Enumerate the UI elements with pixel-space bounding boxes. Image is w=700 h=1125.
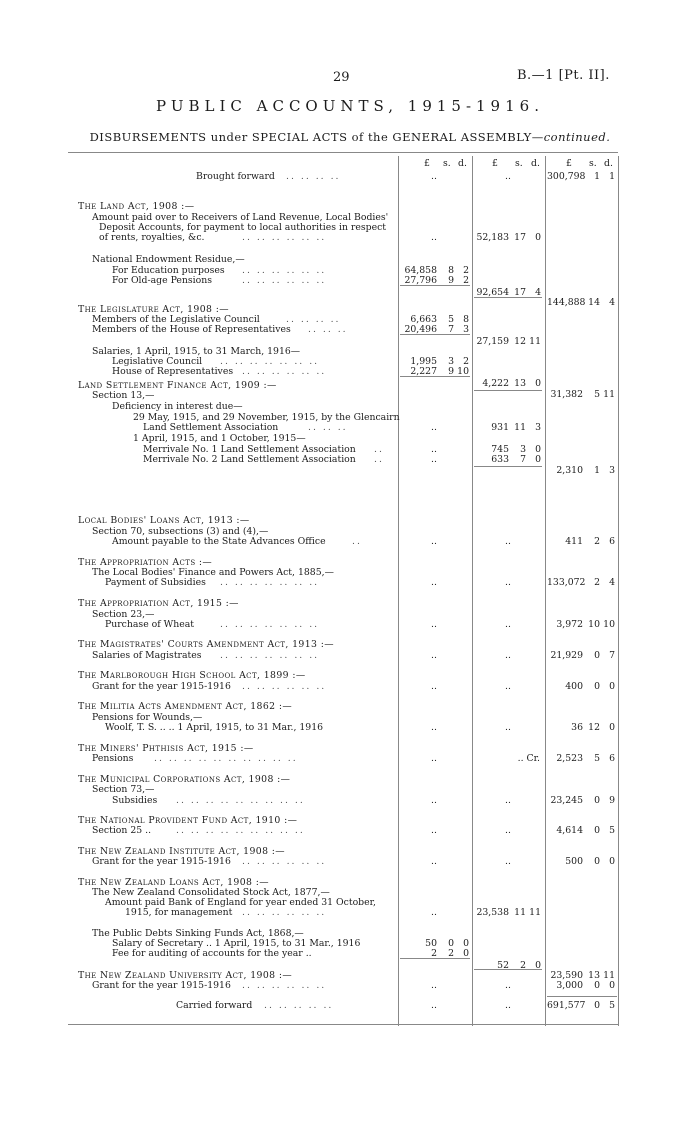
row-description: 1 April, 1915, and 1 October, 1915— [133, 433, 306, 444]
table-row [0, 907, 700, 918]
act-heading: The Marlborough High School Act, 1899 :— [78, 670, 306, 681]
column-3-shillings: 1 [594, 171, 600, 182]
column-1-leader: .. [431, 577, 437, 588]
column-1-pence: 8 [463, 314, 469, 325]
leader-dots: .. .. .. .. .. .. [242, 856, 327, 867]
act-heading: The New Zealand Loans Act, 1908 :— [78, 877, 269, 888]
column-3-pounds: 31,382 [550, 389, 583, 400]
subtitle-main: DISBURSEMENTS under SPECIAL ACTS of the GENERAL ASSEMBLY— [89, 130, 544, 144]
table-row [0, 753, 700, 764]
leader-dots: .. .. .. [308, 422, 348, 433]
table-row [0, 433, 700, 444]
row-description: Grant for the year 1915-1916 [92, 681, 231, 692]
column-2-pounds: 931 [491, 422, 509, 433]
column-3-pounds: 411 [565, 536, 583, 547]
act-heading: The Land Act, 1908 :— [78, 201, 195, 212]
column-2-pence: 0 [535, 232, 541, 243]
column-1-pounds: 64,858 [404, 265, 437, 276]
column-2-pounds: 27,159 [476, 336, 509, 347]
column-2-shillings: 11 [514, 422, 526, 433]
column-1-leader: .. [431, 650, 437, 661]
table-row [0, 390, 700, 401]
column-3-pounds: 144,888 [547, 297, 586, 308]
row-description: Legislative Council [112, 356, 203, 367]
table-row [0, 619, 700, 630]
row-description: Deficiency in interest due— [112, 401, 243, 412]
act-heading: The Municipal Corporations Act, 1908 :— [78, 774, 291, 785]
row-description: Merrivale No. 2 Land Settlement Association [143, 454, 356, 465]
row-description: Grant for the year 1915-1916 [92, 980, 231, 991]
column-3-pounds: 3,000 [556, 980, 583, 991]
row-description: The Local Bodies' Finance and Powers Act, 1885,— [92, 567, 334, 578]
column-1-leader: .. [431, 753, 437, 764]
leader-dots: .. .. .. [308, 324, 348, 335]
column-1-pounds: 1,995 [410, 356, 437, 367]
page-subtitle [0, 130, 700, 144]
table-row [0, 795, 700, 806]
column-3-shillings: 0 [594, 650, 600, 661]
column-1-shillings: 7 [448, 324, 454, 335]
row-description: Carried forward [176, 1000, 253, 1011]
table-row [0, 722, 700, 733]
leader-dots: .. .. .. .. .. .. .. [220, 619, 320, 630]
column-2-pence: 4 [535, 287, 541, 298]
column-1-pounds: 50 [425, 938, 437, 949]
row-description: Deposit Accounts, for payment to local authorities in respect [99, 222, 387, 233]
column-1-pence: 2 [463, 265, 469, 276]
row-description: Members of the Legislative Council [92, 314, 260, 325]
column-3-pounds: 300,798 [547, 171, 586, 182]
row-description: Amount payable to the State Advances Office [112, 536, 326, 547]
column-3-pence: 3 [609, 465, 615, 476]
table-row [0, 948, 700, 959]
row-description: Amount paid over to Receivers of Land Revenue, Local Bodies' [92, 212, 389, 223]
column-2-pence: 0 [535, 378, 541, 389]
table-row [0, 454, 700, 465]
column-3-pounds: 23,245 [550, 795, 583, 806]
column-3-pounds: 23,590 [550, 970, 583, 981]
table-row [0, 201, 700, 212]
column-1-shillings: 9 [448, 275, 454, 286]
table-row [0, 536, 700, 547]
leader-dots: .. .. .. .. .. .. .. [220, 356, 320, 367]
row-description: of rents, royalties, &c. [99, 232, 205, 243]
column-3-pence: 11 [603, 389, 615, 400]
column-1-pounds: 20,496 [404, 324, 437, 335]
column-2-leader: .. [505, 1000, 511, 1011]
act-heading: The Appropriation Acts :— [78, 557, 213, 568]
column-3-pounds: 2,523 [556, 753, 583, 764]
column-1-leader: .. [431, 980, 437, 991]
col1-pound-header: £ [424, 158, 430, 169]
table-row [0, 366, 700, 377]
column-2-pence: 0 [535, 444, 541, 455]
column-1-pounds: 27,796 [404, 275, 437, 286]
table-row [0, 825, 700, 836]
leader-dots: .. .. .. .. .. .. [242, 681, 327, 692]
column-2-shillings: 13 [514, 378, 526, 389]
column-3-pounds: 500 [565, 856, 583, 867]
table-row [0, 515, 700, 526]
column-1-pence: 0 [463, 938, 469, 949]
column-1-leader: .. [431, 856, 437, 867]
table-row [0, 171, 700, 182]
column-3-pence: 5 [609, 825, 615, 836]
table-bottom-rule [68, 1024, 618, 1025]
row-description: The Public Debts Sinking Funds Act, 1868,— [92, 928, 304, 939]
table-row [0, 598, 700, 609]
row-description: Pensions for Wounds,— [92, 712, 203, 723]
column-3-shillings: 13 [588, 970, 600, 981]
column-3-shillings: 5 [594, 753, 600, 764]
column-3-pence: 0 [609, 722, 615, 733]
leader-dots: .. .. .. .. .. .. .. .. .. .. [154, 753, 298, 764]
column-3-shillings: 0 [594, 681, 600, 692]
row-description: Subsidies [112, 795, 158, 806]
column-3-pounds: 691,577 [547, 1000, 586, 1011]
col3-s-header: s. [589, 158, 597, 169]
column-2-pounds: 92,654 [476, 287, 509, 298]
column-2-leader: .. [505, 619, 511, 630]
column-2-leader: .. [505, 681, 511, 692]
column-1-leader: .. [431, 232, 437, 243]
subtitle-continued: continued. [543, 130, 611, 144]
row-description: National Endowment Residue,— [92, 254, 245, 265]
column-1-pounds: 2 [431, 948, 437, 959]
table-row [0, 401, 700, 412]
table-row [0, 577, 700, 588]
column-3-pounds: 133,072 [547, 577, 586, 588]
row-description: Salary of Secretary .. 1 April, 1915, to 31 Mar., 1916 [112, 938, 361, 949]
leader-dots: .. .. .. .. .. .. .. [220, 577, 320, 588]
row-description: 29 May, 1915, and 29 November, 1915, by the Glencairn [133, 412, 400, 423]
row-description: Salaries, 1 April, 1915, to 31 March, 1916— [92, 346, 301, 357]
column-3-shillings: 12 [588, 722, 600, 733]
row-description: Section 73,— [92, 784, 155, 795]
column-2-pounds: 52 [497, 960, 509, 971]
column-3-shillings: 0 [594, 795, 600, 806]
column-3-shillings: 2 [594, 577, 600, 588]
act-heading: Land Settlement Finance Act, 1909 :— [78, 380, 277, 391]
row-description: House of Representatives [112, 366, 234, 377]
column-1-pounds: 6,663 [410, 314, 437, 325]
column-2-pounds: 52,183 [476, 232, 509, 243]
column-2-leader: .. [505, 722, 511, 733]
column-1-pence: 3 [463, 324, 469, 335]
leader-dots: .. [374, 444, 384, 455]
column-3-shillings: 5 [594, 389, 600, 400]
table-row [0, 701, 700, 712]
leader-dots: .. .. .. .. .. [264, 1000, 334, 1011]
document-reference: B.—1 [Pt. II]. [517, 68, 610, 83]
table-row [0, 275, 700, 286]
act-heading: Local Bodies' Loans Act, 1913 :— [78, 515, 250, 526]
row-description: 1915, for management [125, 907, 233, 918]
table-row [0, 670, 700, 681]
column-2-pounds: 23,538 [476, 907, 509, 918]
col2-pound-header: £ [492, 158, 498, 169]
page-title: PUBLIC ACCOUNTS, 1915-1916. [156, 97, 544, 115]
row-description: For Old-age Pensions [112, 275, 213, 286]
leader-dots: .. .. .. .. .. .. .. .. .. [176, 795, 305, 806]
column-3-pence: 11 [603, 970, 615, 981]
column-3-shillings: 0 [594, 1000, 600, 1011]
row-description: Salaries of Magistrates [92, 650, 202, 661]
leader-dots: .. .. .. .. .. .. [242, 907, 327, 918]
column-1-shillings: 9 [448, 366, 454, 377]
row-description: Payment of Subsidies [105, 577, 206, 588]
column-1-leader: .. [431, 722, 437, 733]
column-2-shillings: 2 [520, 960, 526, 971]
row-description: Land Settlement Association [143, 422, 279, 433]
act-heading: The National Provident Fund Act, 1910 :— [78, 815, 298, 826]
column-3-pence: 0 [609, 681, 615, 692]
column-3-pence: 0 [609, 980, 615, 991]
column-2-leader: .. [505, 825, 511, 836]
column-2-pence: 3 [535, 422, 541, 433]
column-2-leader: .. [505, 650, 511, 661]
column-2-pence: 11 [529, 907, 541, 918]
column-1-leader: .. [431, 795, 437, 806]
column-3-pence: 7 [609, 650, 615, 661]
act-heading: The Legislature Act, 1908 :— [78, 304, 229, 315]
act-heading: The Appropriation Act, 1915 :— [78, 598, 239, 609]
row-description: Section 25 .. [92, 825, 152, 836]
column-1-shillings: 2 [448, 948, 454, 959]
column-1-leader: .. [431, 907, 437, 918]
leader-dots: .. [352, 536, 362, 547]
column-2-pence: 0 [535, 960, 541, 971]
column-2-pence: 11 [529, 336, 541, 347]
col3-pound-header: £ [566, 158, 572, 169]
column-3-shillings: 2 [594, 536, 600, 547]
column-2-shillings: 7 [520, 454, 526, 465]
leader-dots: .. .. .. .. .. .. [242, 366, 327, 377]
act-heading: The New Zealand Institute Act, 1908 :— [78, 846, 286, 857]
column-2-pounds: 633 [491, 454, 509, 465]
table-row [0, 980, 700, 991]
column-2-shillings: 11 [514, 907, 526, 918]
col1-s-header: s. [443, 158, 451, 169]
column-2-pounds: 4,222 [482, 378, 509, 389]
table-row [0, 254, 700, 265]
column-1-pence: 10 [457, 366, 469, 377]
column-3-pounds: 36 [571, 722, 583, 733]
leader-dots: .. [374, 454, 384, 465]
column-3-pence: 0 [609, 856, 615, 867]
column-3-shillings: 14 [588, 297, 600, 308]
column-1-shillings: 0 [448, 938, 454, 949]
act-heading: The Magistrates' Courts Amendment Act, 1913 :— [78, 639, 334, 650]
leader-dots: .. .. .. .. .. .. .. [220, 650, 320, 661]
row-description: Section 70, subsections (3) and (4),— [92, 526, 269, 537]
column-1-leader: .. [431, 454, 437, 465]
row-description: Pensions [92, 753, 134, 764]
col3-d-header: d. [604, 158, 613, 169]
row-description: Woolf, T. S. .. .. 1 April, 1915, to 31 Mar., 1916 [105, 722, 324, 733]
column-2-shillings: 17 [514, 232, 526, 243]
act-heading: The New Zealand University Act, 1908 :— [78, 970, 293, 981]
leader-dots: .. .. .. .. .. .. [242, 265, 327, 276]
table-top-rule [68, 152, 618, 153]
column-1-leader: .. [431, 825, 437, 836]
column-1-leader: .. [431, 619, 437, 630]
table-row [0, 784, 700, 795]
column-1-pence: 2 [463, 275, 469, 286]
row-description: Fee for auditing of accounts for the year .. [112, 948, 312, 959]
column-3-pence: 4 [609, 577, 615, 588]
column-3-pence: 6 [609, 753, 615, 764]
leader-dots: .. .. .. .. .. .. [242, 980, 327, 991]
leader-dots: .. .. .. .. .. .. [242, 232, 327, 243]
col1-d-header: d. [458, 158, 467, 169]
column-2-leader: .. [505, 980, 511, 991]
leader-dots: .. .. .. .. [286, 171, 341, 182]
column-3-pence: 6 [609, 536, 615, 547]
table-row [0, 324, 700, 335]
column-1-leader: .. [431, 681, 437, 692]
column-2-leader: .. [505, 171, 511, 182]
column-3-pounds: 4,614 [556, 825, 583, 836]
column-2-leader: .. [505, 856, 511, 867]
column-2-shillings: 3 [520, 444, 526, 455]
column-3-shillings: 0 [594, 856, 600, 867]
act-heading: The Miners' Phthisis Act, 1915 :— [78, 743, 254, 754]
row-description: Grant for the year 1915-1916 [92, 856, 231, 867]
column-3-pence: 10 [603, 619, 615, 630]
column-3-pence: 1 [609, 171, 615, 182]
col2-s-header: s. [515, 158, 523, 169]
column-3-pence: 5 [609, 1000, 615, 1011]
table-row [0, 639, 700, 650]
column-3-pounds: 3,972 [556, 619, 583, 630]
column-2-leader: .. [505, 577, 511, 588]
row-description: Section 13,— [92, 390, 155, 401]
page-number: 29 [333, 70, 350, 85]
column-1-leader: .. [431, 171, 437, 182]
column-2-pence: 0 [535, 454, 541, 465]
column-1-pence: 0 [463, 948, 469, 959]
column-1-pounds: 2,227 [410, 366, 437, 377]
column-2-shillings: 17 [514, 287, 526, 298]
table-row [0, 232, 700, 243]
table-row [0, 681, 700, 692]
column-1-shillings: 3 [448, 356, 454, 367]
column-3-pounds: 21,929 [550, 650, 583, 661]
leader-dots: .. .. .. .. .. .. .. .. .. [176, 825, 305, 836]
table-row [0, 422, 700, 433]
row-description: Amount paid Bank of England for year ended 31 October, [105, 897, 377, 908]
row-description: For Education purposes [112, 265, 225, 276]
table-row [0, 650, 700, 661]
column-3-pence: 9 [609, 795, 615, 806]
table-row [0, 856, 700, 867]
act-heading: The Militia Acts Amendment Act, 1862 :— [78, 701, 293, 712]
column-3-pounds: 400 [565, 681, 583, 692]
column-3-pence: 4 [609, 297, 615, 308]
column-1-shillings: 5 [448, 314, 454, 325]
row-description: Section 23,— [92, 609, 155, 620]
table-row [0, 465, 700, 476]
leader-dots: .. .. .. .. [286, 314, 341, 325]
column-2-leader: .. [505, 795, 511, 806]
column-1-shillings: 8 [448, 265, 454, 276]
column-3-pounds: 2,310 [556, 465, 583, 476]
column-1-leader: .. [431, 444, 437, 455]
column-2-leader: .. Cr. [517, 753, 540, 764]
column-1-leader: .. [431, 422, 437, 433]
column-3-shillings: 1 [594, 465, 600, 476]
column-3-shillings: 10 [588, 619, 600, 630]
column-1-leader: .. [431, 1000, 437, 1011]
leader-dots: .. .. .. .. .. .. [242, 275, 327, 286]
column-1-leader: .. [431, 536, 437, 547]
column-3-shillings: 0 [594, 825, 600, 836]
table-row [0, 1000, 700, 1011]
column-1-pence: 2 [463, 356, 469, 367]
row-description: Merrivale No. 1 Land Settlement Association [143, 444, 356, 455]
column-2-shillings: 12 [514, 336, 526, 347]
row-description: Members of the House of Representatives [92, 324, 291, 335]
col2-d-header: d. [531, 158, 540, 169]
row-description: Purchase of Wheat [105, 619, 194, 630]
row-description: Brought forward [196, 171, 275, 182]
total-rule [547, 996, 617, 997]
row-description: The New Zealand Consolidated Stock Act, 1877,— [92, 887, 330, 898]
column-3-shillings: 0 [594, 980, 600, 991]
column-2-leader: .. [505, 536, 511, 547]
column-2-pounds: 745 [491, 444, 509, 455]
